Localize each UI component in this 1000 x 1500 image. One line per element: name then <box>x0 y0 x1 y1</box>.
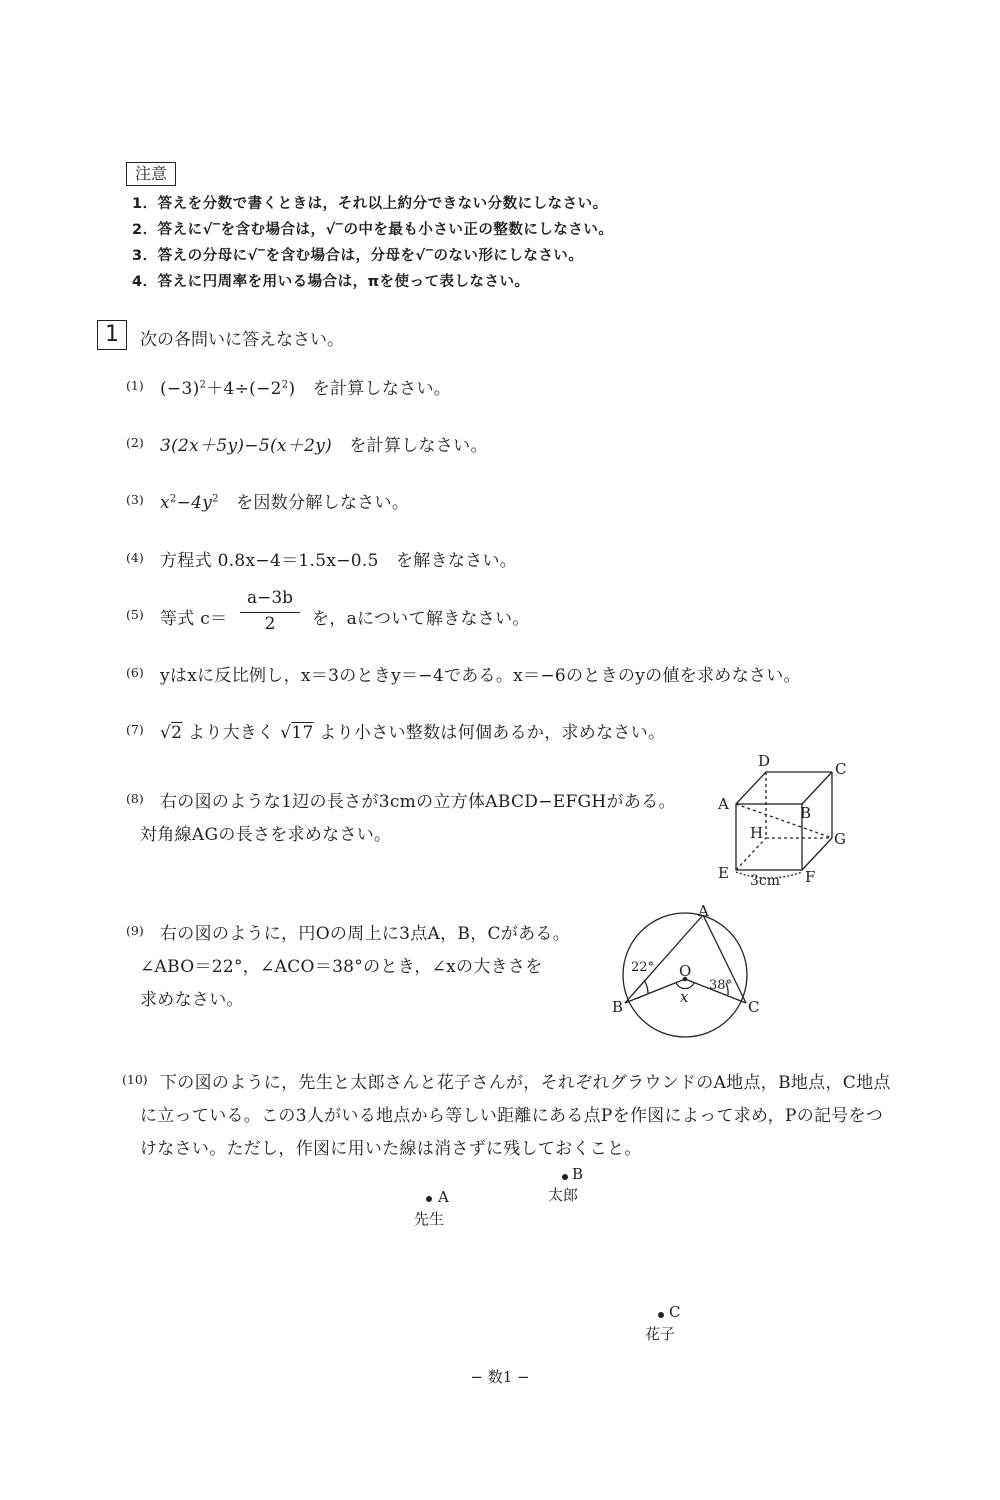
q9-line1: 右の図のように，円Oの周上に3点A，B，Cがある。 <box>160 924 571 944</box>
q1-instruction: を計算しなさい。 <box>312 379 452 399</box>
q5-number: (5) <box>126 607 144 622</box>
cube-label-b: B <box>800 804 812 822</box>
q7-rad-a: 2 <box>171 723 183 743</box>
q10-number: (10) <box>122 1072 148 1087</box>
q5-numerator: a−3b <box>246 588 294 608</box>
circle-label-c: C <box>748 998 760 1016</box>
point-a-name: 先生 <box>414 1210 445 1228</box>
q10-line3: けなさい。ただし，作図に用いた線は消さずに残しておくこと。 <box>140 1139 642 1159</box>
sqrt-symbol: √ <box>160 723 172 743</box>
circle-angle-c: 38° <box>709 978 733 993</box>
q3-instruction: を因数分解しなさい。 <box>236 493 410 513</box>
q7-rad-b: 17 <box>291 723 314 743</box>
q8-line1: 右の図のような1辺の長さが3cmの立方体ABCD−EFGHがある。 <box>160 792 676 812</box>
notice-title: 注意 <box>126 162 176 186</box>
q7-number: (7) <box>126 722 144 737</box>
q3-number: (3) <box>126 492 144 507</box>
circle-angle-x: x <box>680 988 689 1006</box>
cube-label-e: E <box>718 864 729 882</box>
section-instruction: 次の各問いに答えなさい。 <box>140 330 344 350</box>
q1-expr-c: ) <box>288 379 296 399</box>
notice-item-2-mid: を含む場合は， <box>220 222 326 238</box>
sqrt-symbol: √‾ <box>415 248 434 264</box>
notice-item-3-lead: 3．答えの分母に <box>132 248 248 264</box>
notice-item-1: 1．答えを分数で書くときは，それ以上約分できない分数にしなさい。 <box>132 196 608 212</box>
point-c-name: 花子 <box>645 1325 676 1343</box>
q5-lead: 等式 c＝ <box>160 609 228 629</box>
q7-instruction: より小さい整数は何個あるか，求めなさい。 <box>319 723 666 743</box>
circle-label-b: B <box>612 998 624 1016</box>
q3-exp-b: 2 <box>212 493 219 505</box>
q2-number: (2) <box>126 435 144 450</box>
circle-label-a: A <box>698 902 709 920</box>
q2-text <box>160 431 488 456</box>
q3-expr-a: x <box>160 493 170 513</box>
q2-instruction: を計算しなさい。 <box>349 436 488 456</box>
q5-instruction: を，aについて解きなさい。 <box>312 609 530 629</box>
point-c-dot <box>658 1312 664 1318</box>
q7-mid: より大きく <box>187 723 275 743</box>
page-number: − 数1 − <box>470 1368 530 1386</box>
notice-item-2-lead: 2．答えに <box>132 222 203 238</box>
sqrt-symbol: √‾ <box>202 222 221 238</box>
cube-label-a: A <box>718 795 729 813</box>
point-b-letter: B <box>572 1165 584 1183</box>
q2-expr: 3(2x＋5y)−5(x＋2y) <box>160 436 333 456</box>
q10-line1: 下の図のように，先生と太郎さんと花子さんが，それぞれグラウンドのA地点，B地点，C地点 <box>160 1073 891 1093</box>
circle-label-o: O <box>679 962 692 980</box>
cube-label-g: G <box>834 830 846 848</box>
notice-item-2-tail: の中を最も小さい正の整数にしなさい。 <box>343 222 614 238</box>
notice-item-4: 4．答えに円周率を用いる場合は，πを使って表しなさい。 <box>132 274 530 290</box>
q3-text <box>160 488 409 513</box>
cube-label-h: H <box>750 824 764 842</box>
q9-line3: 求めなさい。 <box>140 990 244 1010</box>
cube-label-f: F <box>805 868 816 886</box>
q6-number: (6) <box>126 665 144 680</box>
q4-number: (4) <box>126 550 144 565</box>
sqrt-symbol: √ <box>280 723 292 743</box>
point-a-dot <box>426 1196 432 1202</box>
q8-number: (8) <box>126 791 144 806</box>
q1-number: (1) <box>126 378 144 393</box>
circle-angle-b: 22° <box>631 960 655 975</box>
q4-text: 方程式 0.8x−4＝1.5x−0.5 を解きなさい。 <box>160 551 518 571</box>
cube-label-c: C <box>835 760 847 778</box>
section-number: 1 <box>97 320 127 350</box>
q1-exp-a: 2 <box>199 379 207 391</box>
point-c-letter: C <box>669 1303 681 1321</box>
q3-exp-a: 2 <box>169 493 177 505</box>
notice-item-2 <box>132 218 613 239</box>
cube-label-d: D <box>758 752 771 770</box>
sqrt-symbol: √‾ <box>247 248 266 264</box>
q7-text <box>160 718 665 743</box>
cube-edge-length: 3cm <box>750 873 781 889</box>
q5-fraction-bar <box>240 612 300 613</box>
q3-expr-b: −4y <box>176 493 213 513</box>
q1-exp-b: 2 <box>281 379 289 391</box>
q8-line2: 対角線AGの長さを求めなさい。 <box>140 825 392 845</box>
point-b-dot <box>562 1174 568 1180</box>
q1-text <box>160 374 451 399</box>
q1-expr-b: ＋4÷(−2 <box>206 379 282 399</box>
point-a-letter: A <box>438 1188 449 1206</box>
point-b-name: 太郎 <box>548 1186 579 1204</box>
q5-denominator: 2 <box>264 614 276 634</box>
q9-line2: ∠ABO＝22°，∠ACO＝38°のとき，∠xの大きさを <box>140 957 543 977</box>
q6-text: yはxに反比例し，x＝3のときy＝−4である。x＝−6のときのyの値を求めなさい。 <box>160 666 801 686</box>
sqrt-symbol: √‾ <box>325 222 344 238</box>
notice-item-3 <box>132 244 583 265</box>
notice-item-3-tail: のない形にしなさい。 <box>433 248 584 264</box>
q9-number: (9) <box>126 923 144 938</box>
q10-line2: に立っている。この3人がいる地点から等しい距離にある点Pを作図によって求め，Pの記号をつ <box>140 1106 884 1126</box>
notice-item-3-mid: を含む場合は，分母を <box>265 248 416 264</box>
q1-expr-a: (−3) <box>160 379 200 399</box>
